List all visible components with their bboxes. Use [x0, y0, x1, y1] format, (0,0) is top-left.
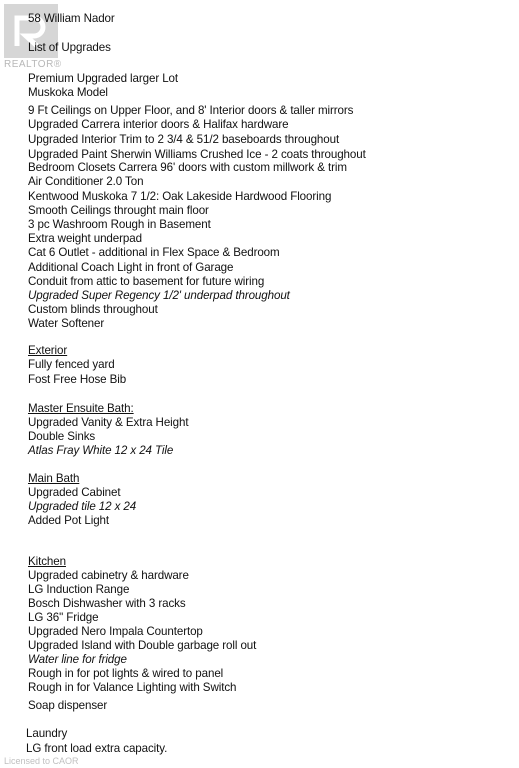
upgrade-item: Upgraded Carrera interior doors & Halifax hardware: [28, 118, 289, 131]
kitchen-item: Upgraded Island with Double garbage roll out: [28, 639, 257, 652]
upgrade-item: Cat 6 Outlet - additional in Flex Space & Bedroom: [28, 246, 280, 259]
kitchen-item: Upgraded Nero Impala Countertop: [28, 625, 203, 638]
section-heading-main-bath: Main Bath: [28, 472, 80, 485]
upgrade-item: Custom blinds throughout: [28, 303, 158, 316]
upgrade-item: Conduit from attic to basement for future wiring: [28, 275, 265, 288]
kitchen-item: Rough in for Valance Lighting with Switch: [28, 681, 237, 694]
upgrade-item: Upgraded Interior Trim to 2 3/4 & 51/2 baseboards throughout: [28, 133, 340, 146]
laundry-item: LG front load extra capacity.: [26, 742, 168, 755]
section-heading-laundry: Laundry: [26, 727, 68, 740]
realtor-watermark: REALTOR®: [4, 59, 62, 70]
document-title: List of Upgrades: [28, 41, 111, 54]
upgrade-item: 3 pc Washroom Rough in Basement: [28, 218, 211, 231]
exterior-item: Fost Free Hose Bib: [28, 373, 127, 386]
kitchen-item: Upgraded cabinetry & hardware: [28, 569, 189, 582]
upgrade-item: Upgraded Paint Sherwin Williams Crushed Ice - 2 coats throughout: [28, 148, 366, 161]
upgrade-item: Water Softener: [28, 317, 105, 330]
kitchen-item: Water line for fridge: [28, 653, 127, 666]
upgrade-item: Additional Coach Light in front of Garage: [28, 261, 234, 274]
exterior-item: Fully fenced yard: [28, 358, 115, 371]
upgrade-item: Muskoka Model: [28, 86, 108, 99]
section-heading-kitchen: Kitchen: [28, 555, 66, 568]
upgrade-item: Bedroom Closets Carrera 96' doors with custom millwork & trim: [28, 161, 347, 174]
kitchen-item: LG 36" Fridge: [28, 611, 99, 624]
upgrade-item: 9 Ft Ceilings on Upper Floor, and 8' Interior doors & taller mirrors: [28, 104, 354, 117]
upgrade-item: Upgraded Super Regency 1/2' underpad throughout: [28, 289, 290, 302]
property-address: 58 William Nador: [28, 12, 115, 25]
kitchen-item: Bosch Dishwasher with 3 racks: [28, 597, 186, 610]
main-bath-item: Upgraded Cabinet: [28, 486, 121, 499]
upgrade-item: Extra weight underpad: [28, 232, 142, 245]
main-bath-item: Added Pot Light: [28, 514, 110, 527]
upgrade-item: Premium Upgraded larger Lot: [28, 72, 179, 85]
kitchen-item: LG Induction Range: [28, 583, 130, 596]
license-watermark: Licensed to CAOR: [4, 756, 79, 766]
master-ensuite-item: Atlas Fray White 12 x 24 Tile: [28, 444, 174, 457]
main-bath-item: Upgraded tile 12 x 24: [28, 500, 137, 513]
section-heading-exterior: Exterior: [28, 344, 68, 357]
upgrade-item: Kentwood Muskoka 7 1/2: Oak Lakeside Hardwood Flooring: [28, 190, 332, 203]
section-heading-master-ensuite: Master Ensuite Bath:: [28, 402, 134, 415]
kitchen-item: Soap dispenser: [28, 699, 108, 712]
kitchen-item: Rough in for pot lights & wired to panel: [28, 667, 224, 680]
master-ensuite-item: Double Sinks: [28, 430, 96, 443]
upgrade-item: Air Conditioner 2.0 Ton: [28, 175, 144, 188]
upgrade-item: Smooth Ceilings throught main floor: [28, 204, 209, 217]
master-ensuite-item: Upgraded Vanity & Extra Height: [28, 416, 189, 429]
